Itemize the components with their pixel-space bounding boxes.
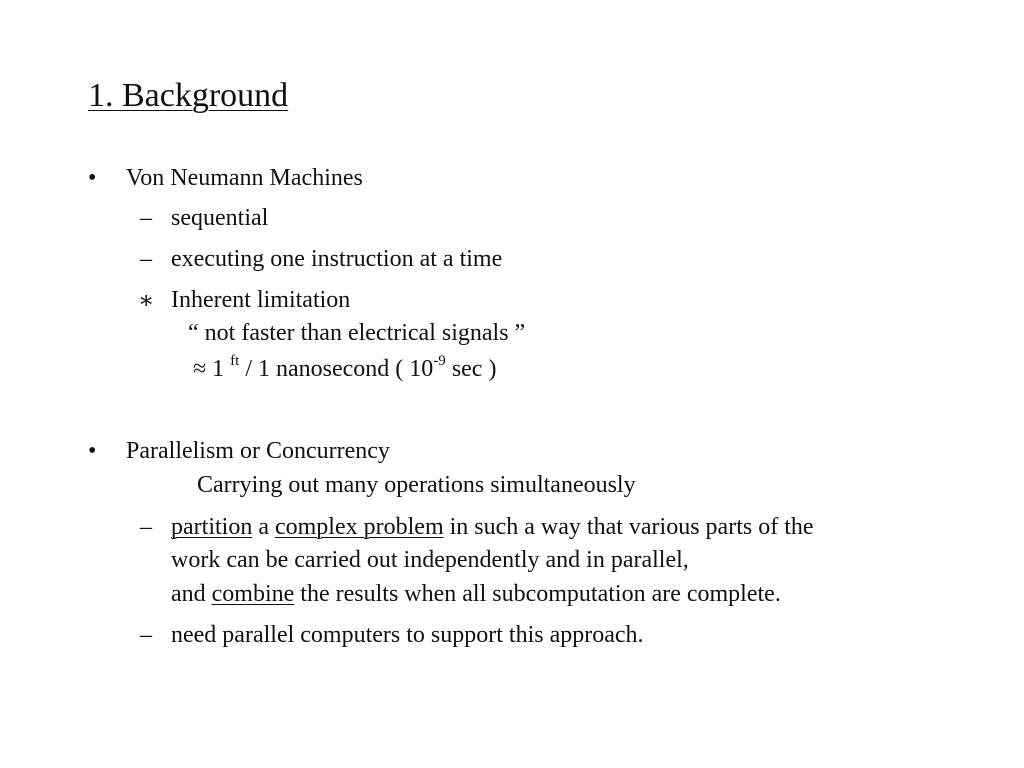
item-need-parallel: need parallel computers to support this approach. xyxy=(171,622,644,648)
approx-suffix: sec ) xyxy=(445,356,497,382)
item-partition-line1 xyxy=(171,512,814,542)
dash-partition: – xyxy=(140,514,152,540)
partition-text2: in such a way that various parts of the xyxy=(443,514,814,540)
item-partition-line3 xyxy=(171,579,781,609)
quote-electrical-signals: “ not faster than electrical signals ” xyxy=(188,320,526,346)
combine-term: combine xyxy=(211,581,295,607)
heading-von-neumann: Von Neumann Machines xyxy=(126,165,363,191)
item-sequential: sequential xyxy=(171,205,269,231)
item-partition-line2: work can be carried out independently and in parallel, xyxy=(171,547,689,573)
approx-prefix: ≈ 1 xyxy=(193,356,231,382)
approx-sup-ft: ft xyxy=(230,353,240,369)
dash-sequential: – xyxy=(140,205,152,231)
approx-sup-exp: -9 xyxy=(433,353,446,369)
star-marker: ∗ xyxy=(138,288,155,314)
dash-executing: – xyxy=(140,246,152,272)
combine-suffix: the results when all subcomputation are complete. xyxy=(294,581,781,607)
partition-text1: a xyxy=(252,514,275,540)
bullet-von-neumann: • xyxy=(88,165,97,191)
heading-parallelism: Parallelism or Concurrency xyxy=(126,438,390,464)
combine-prefix: and xyxy=(171,581,212,607)
approx-middle: / 1 nanosecond ( 10 xyxy=(239,356,434,382)
partition-term: partition xyxy=(171,514,253,540)
complex-problem-term: complex problem xyxy=(274,514,444,540)
item-executing: executing one instruction at a time xyxy=(171,246,503,272)
slide-title: 1. Background xyxy=(88,77,289,114)
item-inherent-limitation: Inherent limitation xyxy=(171,287,351,313)
bullet-parallelism: • xyxy=(88,438,97,464)
approx-speed-line xyxy=(193,354,496,384)
subheading-carrying-out: Carrying out many operations simultaneously xyxy=(197,472,636,498)
dash-need-parallel: – xyxy=(140,622,152,648)
